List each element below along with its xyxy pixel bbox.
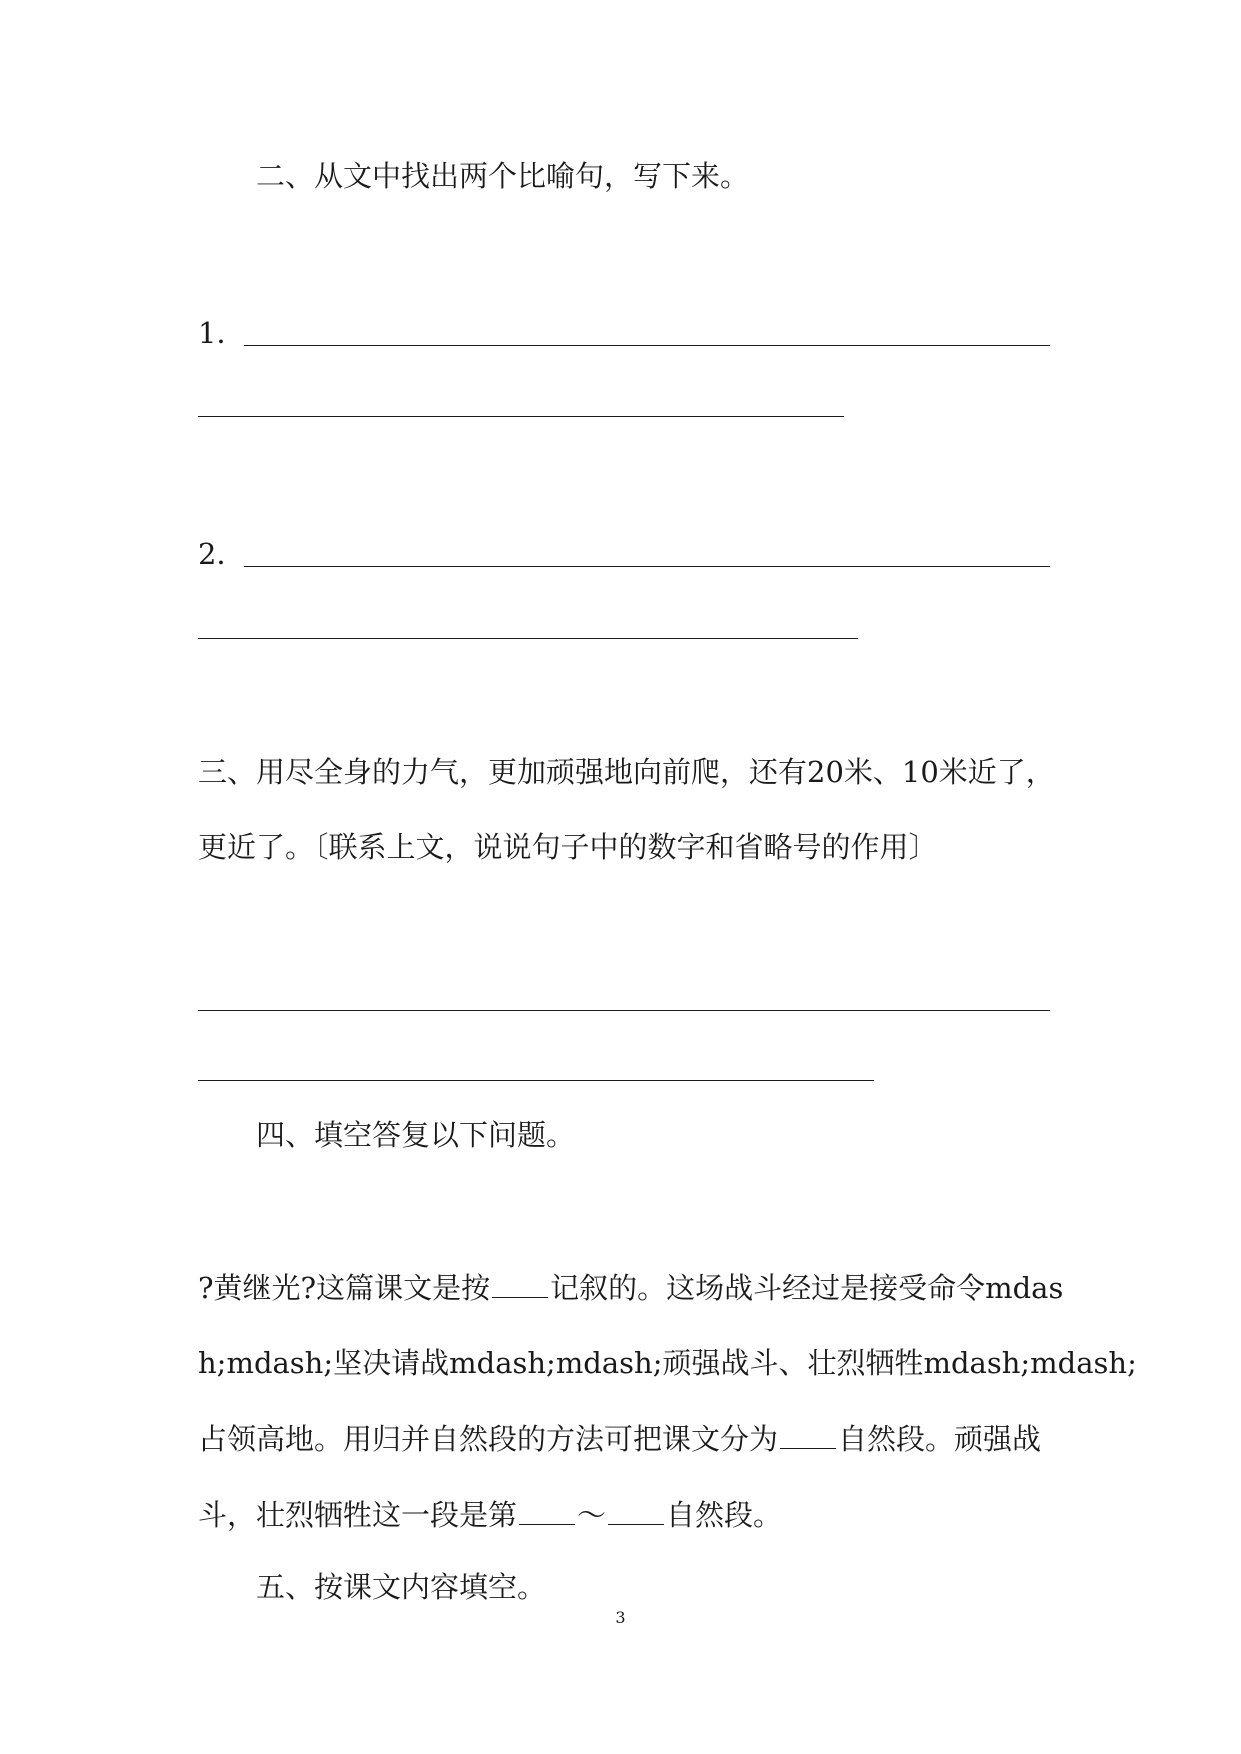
- answer-3-line-2[interactable]: [198, 1080, 874, 1081]
- fill-blank-start-paragraph[interactable]: [519, 1498, 575, 1525]
- answer-1-number: 1．: [198, 316, 246, 350]
- answer-2-number: 2．: [198, 537, 246, 571]
- q4-text-1a: ?黄继光?这篇课文是按: [198, 1271, 491, 1305]
- question-2-heading: 二、从文中找出两个比喻句，写下来。: [256, 159, 750, 193]
- question-3-line-1: 三、用尽全身的力气，更加顽强地向前爬，还有20米、10米近了，: [198, 755, 1055, 789]
- q4-text-3b: 自然段。顽强战: [838, 1422, 1042, 1456]
- question-5-heading: 五、按课文内容填空。: [256, 1570, 547, 1604]
- fill-blank-order[interactable]: [492, 1271, 548, 1298]
- q4-text-4b: ～: [577, 1498, 607, 1532]
- answer-1-line-2[interactable]: [198, 416, 844, 417]
- page-number: 3: [615, 1608, 626, 1627]
- question-4-heading: 四、填空答复以下问题。: [256, 1118, 576, 1152]
- q4-text-4a: 斗，壮烈牺牲这一段是第: [198, 1498, 518, 1532]
- answer-1-line-1[interactable]: [244, 345, 1050, 346]
- q4-text-1b: 记叙的。这场战斗经过是接受命令mdas: [550, 1271, 1064, 1305]
- answer-2-line-2[interactable]: [198, 638, 858, 639]
- answer-3-line-1[interactable]: [198, 1010, 1050, 1011]
- answer-2-line-1[interactable]: [244, 566, 1050, 567]
- q4-text-4c: 自然段。: [666, 1498, 783, 1532]
- question-4-paragraph-line-2: h;mdash;坚决请战mdash;mdash;顽强战斗、壮烈牺牲mdash;mdash;: [198, 1346, 1137, 1380]
- question-3-line-2: 更近了。〔联系上文，说说句子中的数字和省略号的作用〕: [198, 830, 938, 864]
- question-4-paragraph-line-4: [198, 1497, 782, 1533]
- q4-text-3a: 占领高地。用归并自然段的方法可把课文分为: [198, 1422, 779, 1456]
- question-4-paragraph-line-1: [198, 1270, 1063, 1306]
- question-4-paragraph-line-3: [198, 1421, 1041, 1457]
- fill-blank-end-paragraph[interactable]: [608, 1498, 664, 1525]
- fill-blank-sections[interactable]: [780, 1422, 836, 1449]
